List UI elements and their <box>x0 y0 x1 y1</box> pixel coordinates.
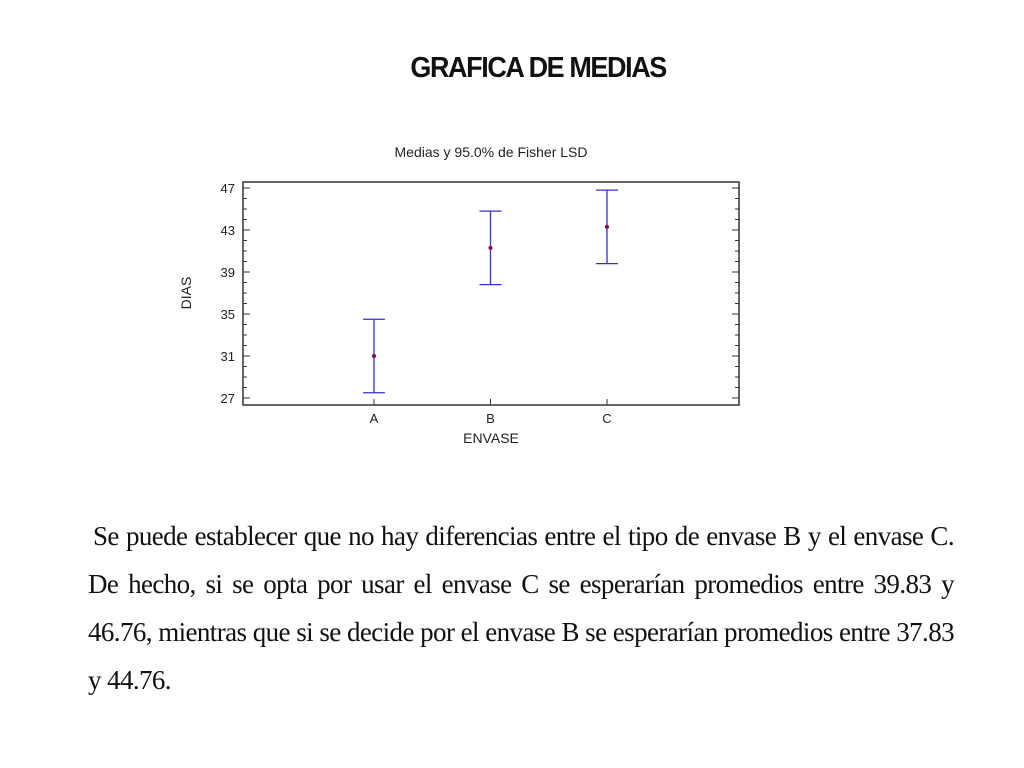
y-tick-label: 39 <box>220 265 235 280</box>
chart-title: Medias y 95.0% de Fisher LSD <box>394 144 588 160</box>
y-tick-label: 47 <box>220 181 235 196</box>
conclusion-paragraph: Se puede establecer que no hay diferencias entre el tipo de envase B y el envase C. De hecho, si se opta por usar el envase C se esperarían promedios entre 39.83 y 46.76, mientras que si se decide por el envase B se esperarían promedios entre 37.83 y 44.76. <box>88 521 954 695</box>
error-bars <box>363 190 618 393</box>
x-tick-label: A <box>369 411 379 426</box>
x-axis-label: ENVASE <box>463 430 519 446</box>
x-tick-label: C <box>602 411 612 426</box>
y-tick-label: 35 <box>220 307 235 322</box>
y-tick-label: 31 <box>220 349 235 364</box>
mean-point-C <box>605 225 609 229</box>
y-tick-label: 27 <box>220 391 235 406</box>
slide-title: GRAFICA DE MEDIAS <box>410 52 666 84</box>
mean-point-A <box>372 354 376 358</box>
y-axis-ticks <box>221 181 235 406</box>
y-tick-label: 43 <box>220 223 235 238</box>
mean-point-B <box>489 246 493 250</box>
y-axis-label: DIAS <box>178 276 194 310</box>
x-tick-label: B <box>486 411 495 426</box>
x-axis-ticks <box>370 399 612 426</box>
